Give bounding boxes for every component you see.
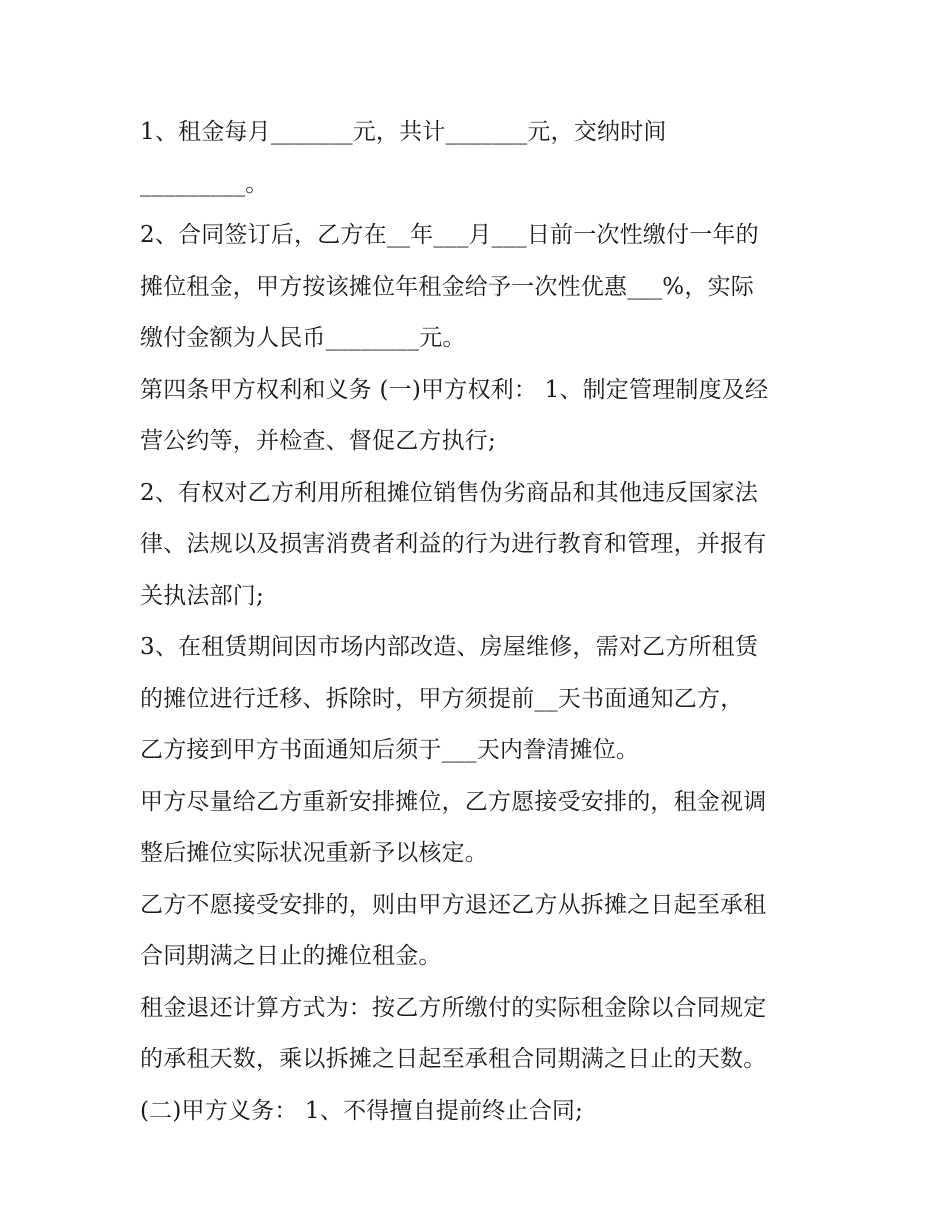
text-line: (二)甲方义务： 1、不得擅自提前终止合同; [140,1097,584,1124]
text-line: 律、法规以及损害消费者利益的行为进行教育和管理，并报有 [140,531,767,557]
text-line: 关执法部门; [140,582,264,609]
document-body [140,107,820,1137]
text-line: 2、合同签订后，乙方在__年___月___日前一次性缴付一年的 [140,222,759,248]
text-line: 缴付金额为人民币________元。 [140,325,466,351]
text-line: 整后摊位实际状况重新予以核定。 [140,840,488,866]
text-line: _________。 [140,170,269,197]
text-line: 2、有权对乙方利用所租摊位销售伪劣商品和其他违反国家法 [140,479,759,506]
text-line: 甲方尽量给乙方重新安排摊位，乙方愿接受安排的，租金视调 [140,788,767,815]
text-line: 3、在租赁期间因市场内部改造、房屋维修，需对乙方所租赁 [140,634,759,660]
text-line: 乙方接到甲方书面通知后须于___天内誊清摊位。 [140,737,640,763]
text-line: 营公约等，并检查、督促乙方执行; [140,428,496,454]
text-line: 的摊位进行迁移、拆除时，甲方须提前__天书面通知乙方， [140,685,744,712]
text-line: 乙方不愿接受安排的，则由甲方退还乙方从拆摊之日起至承租 [140,891,767,918]
text-line: 的承租天数，乘以拆摊之日起至承租合同期满之日止的天数。 [140,1046,767,1072]
text-line: 1、租金每月_______元，共计_______元，交纳时间 [140,119,667,145]
text-line: 租金退还计算方式为：按乙方所缴付的实际租金除以合同规定 [140,994,767,1021]
text-line: 第四条甲方权利和义务 (一)甲方权利： 1、制定管理制度及经 [140,376,769,403]
text-line: 合同期满之日止的摊位租金。 [140,943,442,969]
text-line: 摊位租金，甲方按该摊位年租金给予一次性优惠___%，实际 [140,273,754,300]
